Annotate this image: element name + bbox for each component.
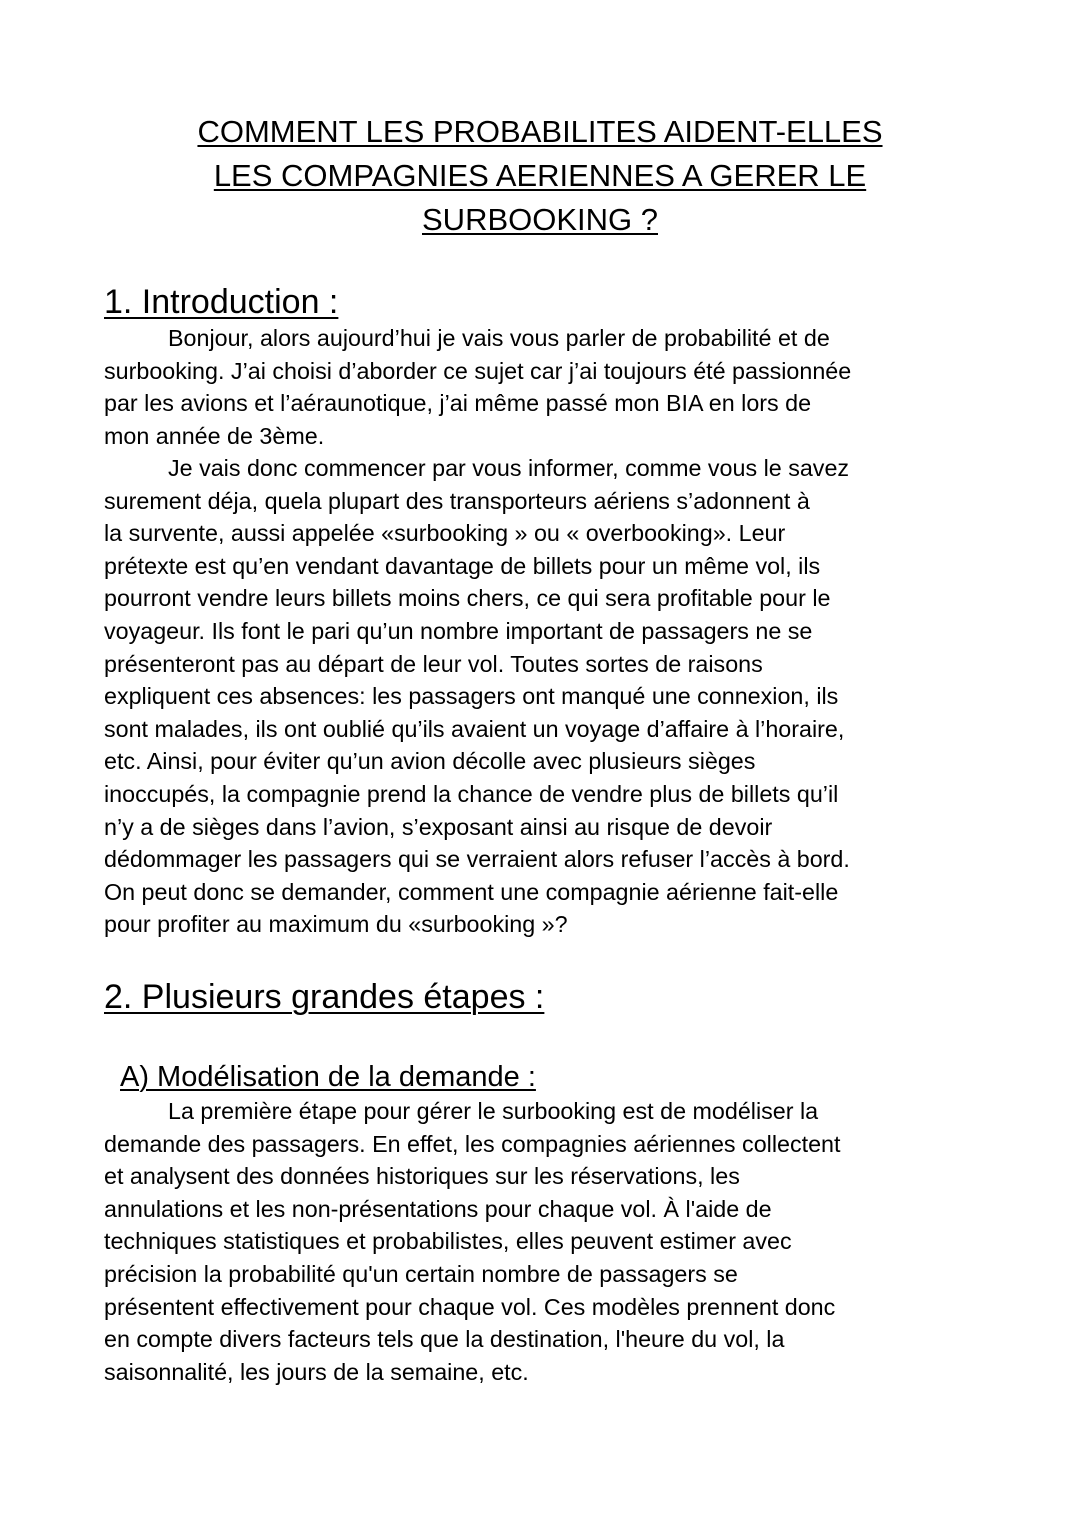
document-title — [104, 110, 976, 242]
title-line: LES COMPAGNIES AERIENNES A GERER LE — [213, 158, 867, 193]
text-line: en compte divers facteurs tels que la destination, l'heure du vol, la — [104, 1326, 785, 1353]
text-line: sont malades, ils ont oublié qu’ils avaient un voyage d’affaire à l’horaire, — [104, 715, 845, 742]
subsection-a-paragraph — [104, 1095, 1004, 1388]
text-line: La première étape pour gérer le surbooking est de modéliser la — [168, 1098, 819, 1124]
text-line: On peut donc se demander, comment une compagnie aérienne fait-elle — [104, 878, 839, 905]
subsection-a-heading: A) Modélisation de la demande : — [120, 1061, 536, 1093]
text-line: techniques statistiques et probabilistes, elles peuvent estimer avec — [104, 1228, 792, 1255]
text-line: présentent effectivement pour chaque vol. Ces modèles prennent donc — [104, 1293, 836, 1320]
section-1-heading: 1. Introduction : — [104, 283, 339, 321]
text-line: prétexte est qu’en vendant davantage de billets pour un même vol, ils — [104, 552, 821, 579]
text-line: précision la probabilité qu'un certain nombre de passagers se — [104, 1260, 738, 1287]
text-line: mon année de 3ème. — [104, 422, 325, 449]
text-line: pour profiter au maximum du «surbooking »? — [104, 911, 568, 938]
title-line: SURBOOKING ? — [422, 202, 658, 237]
text-line: etc. Ainsi, pour éviter qu’un avion décolle avec plusieurs sièges — [104, 748, 756, 775]
title-line: COMMENT LES PROBABILITES AIDENT-ELLES — [197, 114, 883, 149]
section-2-heading: 2. Plusieurs grandes étapes : — [104, 978, 545, 1016]
text-line: Je vais donc commencer par vous informer, comme vous le savez — [168, 455, 850, 481]
text-line: Bonjour, alors aujourd’hui je vais vous parler de probabilité et de — [168, 325, 830, 351]
text-line: dédommager les passagers qui se verraient alors refuser l’accès à bord. — [104, 846, 850, 873]
text-line: et analysent des données historiques sur les réservations, les — [104, 1163, 740, 1190]
text-line: voyageur. Ils font le pari qu’un nombre important de passagers ne se — [104, 617, 813, 644]
intro-paragraph-2 — [104, 452, 1004, 941]
text-line: n’y a de sièges dans l’avion, s’exposant ainsi au risque de devoir — [104, 813, 773, 840]
text-line: demande des passagers. En effet, les compagnies aériennes collectent — [104, 1130, 841, 1157]
intro-paragraph-1 — [104, 322, 1004, 452]
text-line: surbooking. J’ai choisi d’aborder ce sujet car j’ai toujours été passionnée — [104, 357, 852, 384]
text-line: la survente, aussi appelée «surbooking » ou « overbooking». Leur — [104, 520, 786, 547]
text-line: par les avions et l’aéraunotique, j’ai même passé mon BIA en lors de — [104, 390, 812, 417]
text-line: pourront vendre leurs billets moins chers, ce qui sera profitable pour le — [104, 585, 831, 612]
text-line: saisonnalité, les jours de la semaine, etc. — [104, 1358, 529, 1385]
text-line: expliquent ces absences: les passagers ont manqué une connexion, ils — [104, 683, 839, 710]
text-line: annulations et les non-présentations pour chaque vol. À l'aide de — [104, 1195, 772, 1222]
text-line: surement déja, quela plupart des transporteurs aériens s’adonnent à — [104, 487, 810, 514]
text-line: présenteront pas au départ de leur vol. Toutes sortes de raisons — [104, 650, 763, 677]
text-line: inoccupés, la compagnie prend la chance de vendre plus de billets qu’il — [104, 780, 839, 807]
